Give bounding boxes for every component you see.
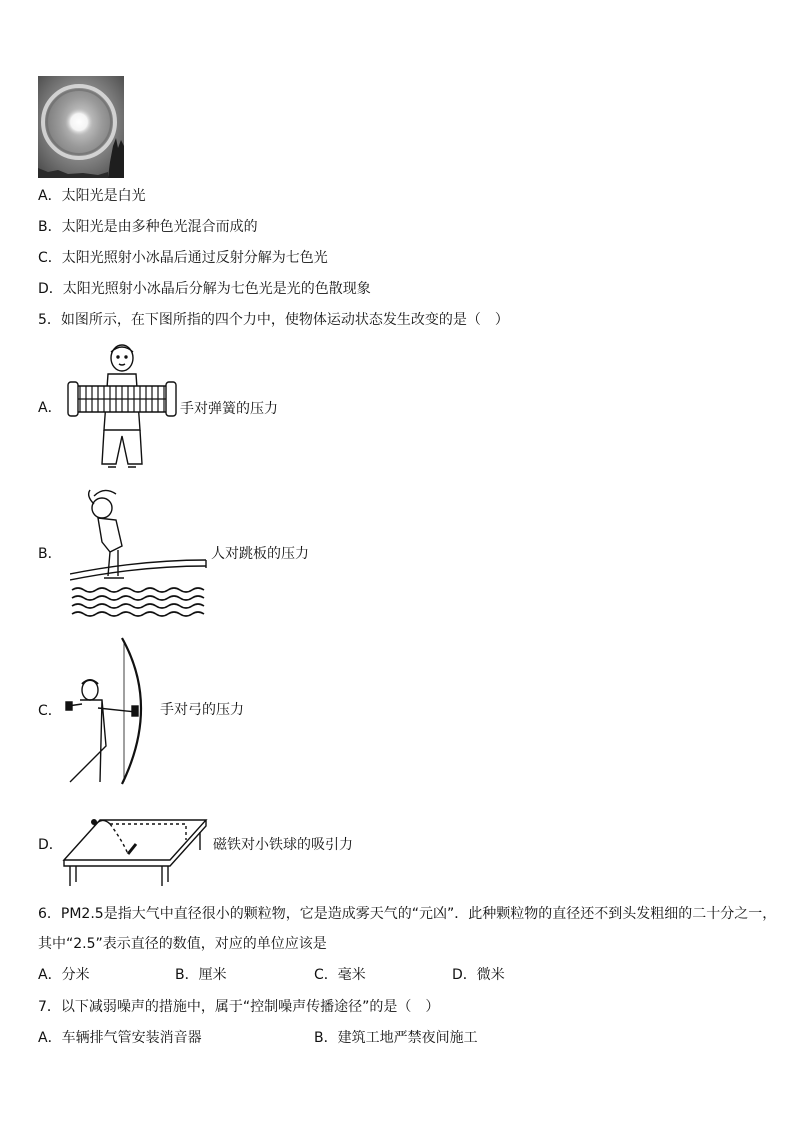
q5-option-b-caption: 人对跳板的压力 <box>211 546 309 562</box>
q6-stem-line1: 6．PM2.5是指大气中直径很小的颗粒物，它是造成雾天气的“元凶”．此种颗粒物的直径还不到头发粗细的二十分之一， <box>38 906 777 922</box>
q7-option-b: B．建筑工地严禁夜间施工 <box>314 1030 478 1046</box>
halo-photo <box>38 76 124 178</box>
q6-option-a: A．分米 <box>38 967 90 983</box>
q4-option-a: A．太阳光是白光 <box>38 188 146 204</box>
q5-option-a-letter: A． <box>38 400 62 416</box>
q7-stem: 7．以下减弱噪声的措施中，属于“控制噪声传播途径”的是（ ） <box>38 999 440 1015</box>
q5-option-c-caption: 手对弓的压力 <box>160 702 244 718</box>
q4-option-d: D．太阳光照射小冰晶后分解为七色光是光的色散现象 <box>38 281 371 297</box>
q6-option-c: C．毫米 <box>314 967 366 983</box>
q5-option-a-caption: 手对弹簧的压力 <box>180 401 278 417</box>
q6-option-d: D．微米 <box>452 967 505 983</box>
q5-option-c-letter: C． <box>38 703 62 719</box>
q5-option-d-caption: 磁铁对小铁球的吸引力 <box>213 837 353 853</box>
q4-option-b: B．太阳光是由多种色光混合而成的 <box>38 219 258 235</box>
archer-figure <box>62 636 158 786</box>
spring-figure <box>66 342 178 474</box>
q5-option-d-letter: D． <box>38 837 63 853</box>
q5-option-b-letter: B． <box>38 546 62 562</box>
q4-option-c: C．太阳光照射小冰晶后通过反射分解为七色光 <box>38 250 328 266</box>
q6-option-b: B．厘米 <box>175 967 227 983</box>
q7-option-a: A．车辆排气管安装消音器 <box>38 1030 202 1046</box>
q6-stem-line2: 其中“2.5”表示直径的数值，对应的单位应该是 <box>38 936 327 952</box>
magnet-table-figure <box>62 810 210 888</box>
q5-stem: 5．如图所示，在下图所指的四个力中，使物体运动状态发生改变的是（ ） <box>38 312 509 328</box>
diving-board-figure <box>70 486 210 620</box>
